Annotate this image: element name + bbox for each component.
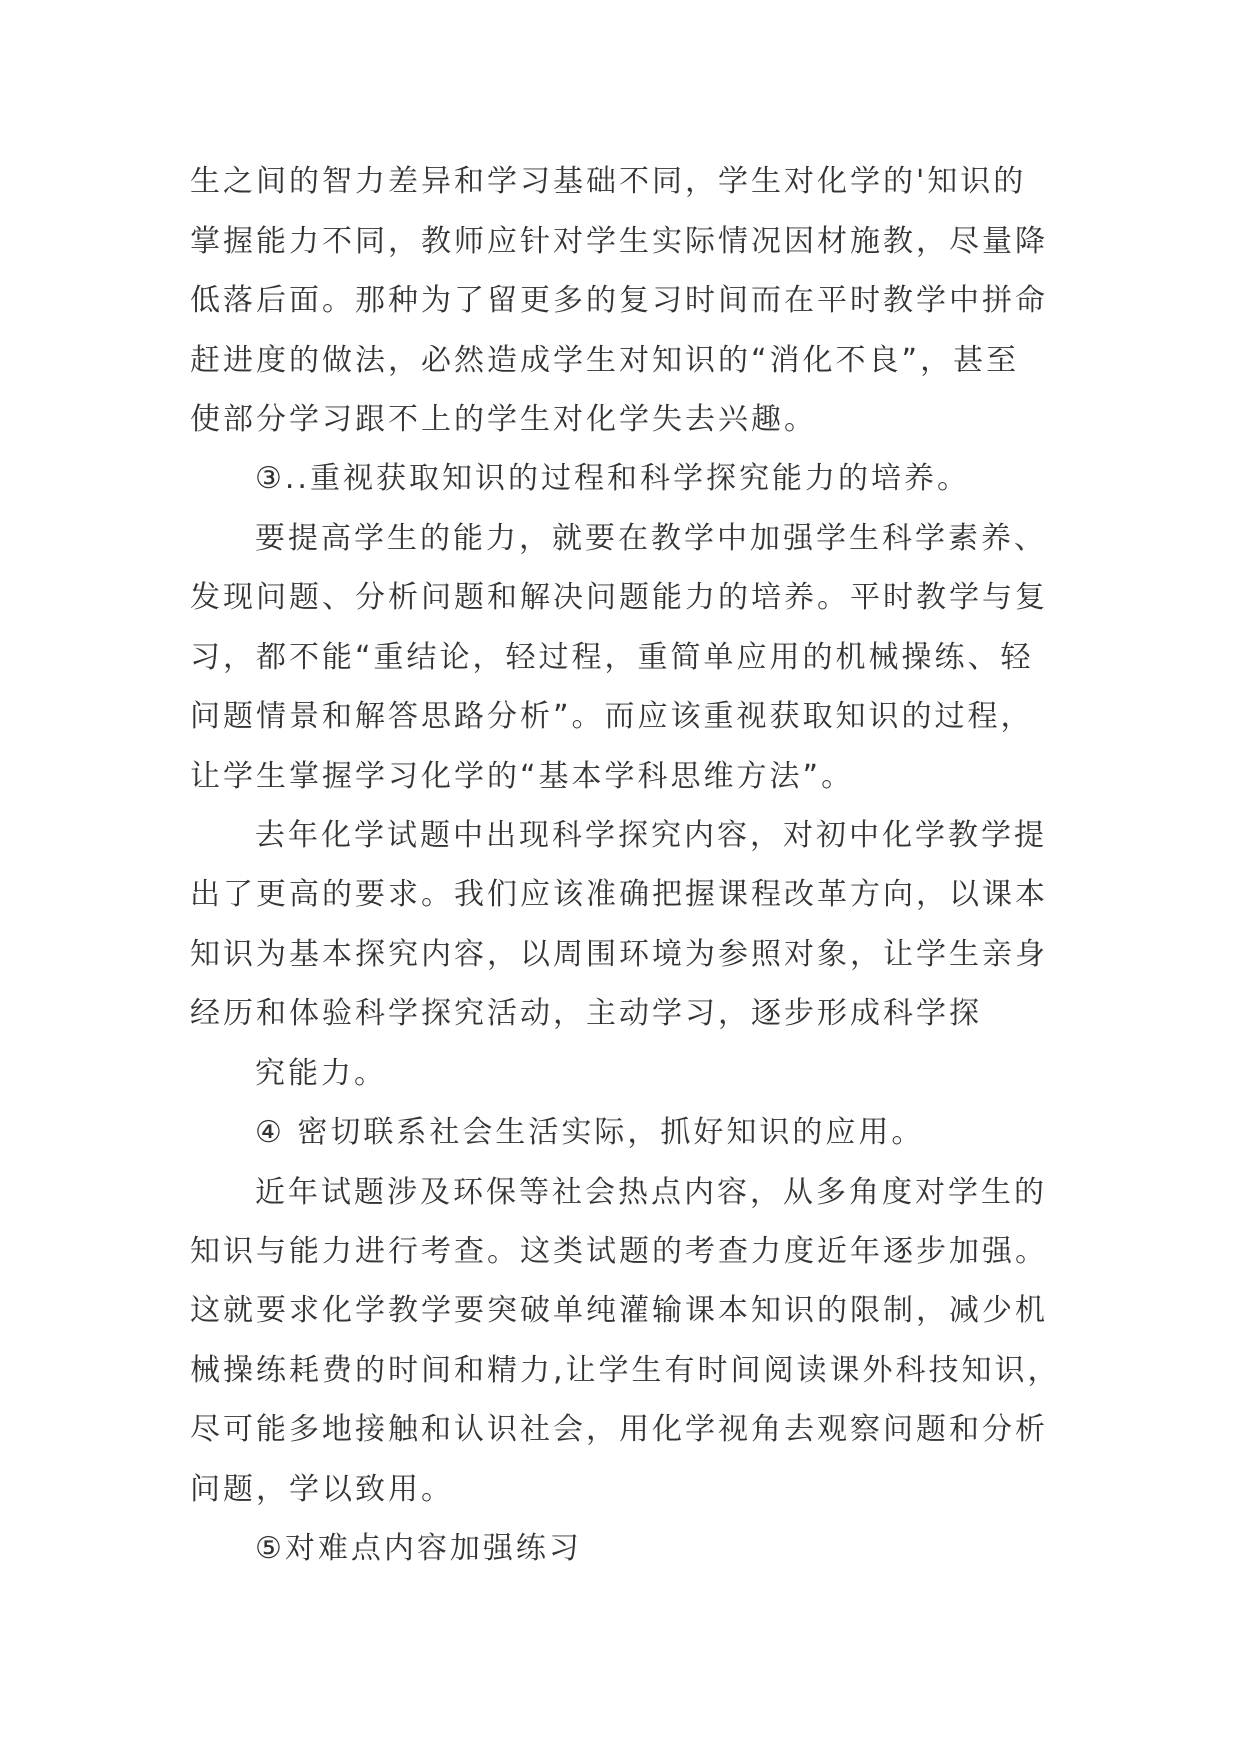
text-line: 去年化学试题中出现科学探究内容，对初中化学教学提 bbox=[255, 818, 1047, 853]
text-line: 问题情景和解答思路分析”。而应该重视获取知识的过程， bbox=[190, 699, 1034, 734]
section-heading: ④ 密切联系社会生活实际，抓好知识的应用。 bbox=[255, 1115, 925, 1150]
text-line: 生之间的智力差异和学习基础不同，学生对化学的'知识的 bbox=[190, 164, 1027, 199]
text-line: 经历和体验科学探究活动，主动学习，逐步形成科学探 bbox=[190, 996, 982, 1031]
text-line: 出了更高的要求。我们应该准确把握课程改革方向，以课本 bbox=[190, 877, 1048, 912]
text-line: 这就要求化学教学要突破单纯灌输课本知识的限制，减少机 bbox=[190, 1293, 1048, 1328]
text-line: 让学生掌握学习化学的“基本学科思维方法”。 bbox=[190, 759, 855, 794]
text-line: 械操练耗费的时间和精力,让学生有时间阅读课外科技知识， bbox=[190, 1353, 1061, 1388]
text-line: 究能力。 bbox=[255, 1056, 387, 1091]
text-line: 近年试题涉及环保等社会热点内容，从多角度对学生的 bbox=[255, 1175, 1047, 1210]
text-line: 发现问题、分析问题和解决问题能力的培养。平时教学与复 bbox=[190, 580, 1048, 615]
text-line: 问题，学以致用。 bbox=[190, 1472, 454, 1507]
section-heading: ③..重视获取知识的过程和科学探究能力的培养。 bbox=[255, 461, 970, 496]
text-line: 低落后面。那种为了留更多的复习时间而在平时教学中拼命 bbox=[190, 283, 1048, 318]
text-line: 习，都不能“重结论，轻过程，重简单应用的机械操练、轻 bbox=[190, 640, 1034, 675]
text-line: 知识与能力进行考查。这类试题的考查力度近年逐步加强。 bbox=[190, 1234, 1048, 1269]
text-line: 要提高学生的能力，就要在教学中加强学生科学素养、 bbox=[255, 521, 1047, 556]
text-line: 赶进度的做法，必然造成学生对知识的“消化不良”，甚至 bbox=[190, 343, 1020, 378]
text-line: 知识为基本探究内容，以周围环境为参照对象，让学生亲身 bbox=[190, 937, 1048, 972]
text-line: 掌握能力不同，教师应针对学生实际情况因材施教，尽量降 bbox=[190, 224, 1048, 259]
text-line: 尽可能多地接触和认识社会，用化学视角去观察问题和分析 bbox=[190, 1412, 1048, 1447]
text-line: 使部分学习跟不上的学生对化学失去兴趣。 bbox=[190, 402, 817, 437]
section-heading: ⑤对难点内容加强练习 bbox=[255, 1531, 582, 1566]
